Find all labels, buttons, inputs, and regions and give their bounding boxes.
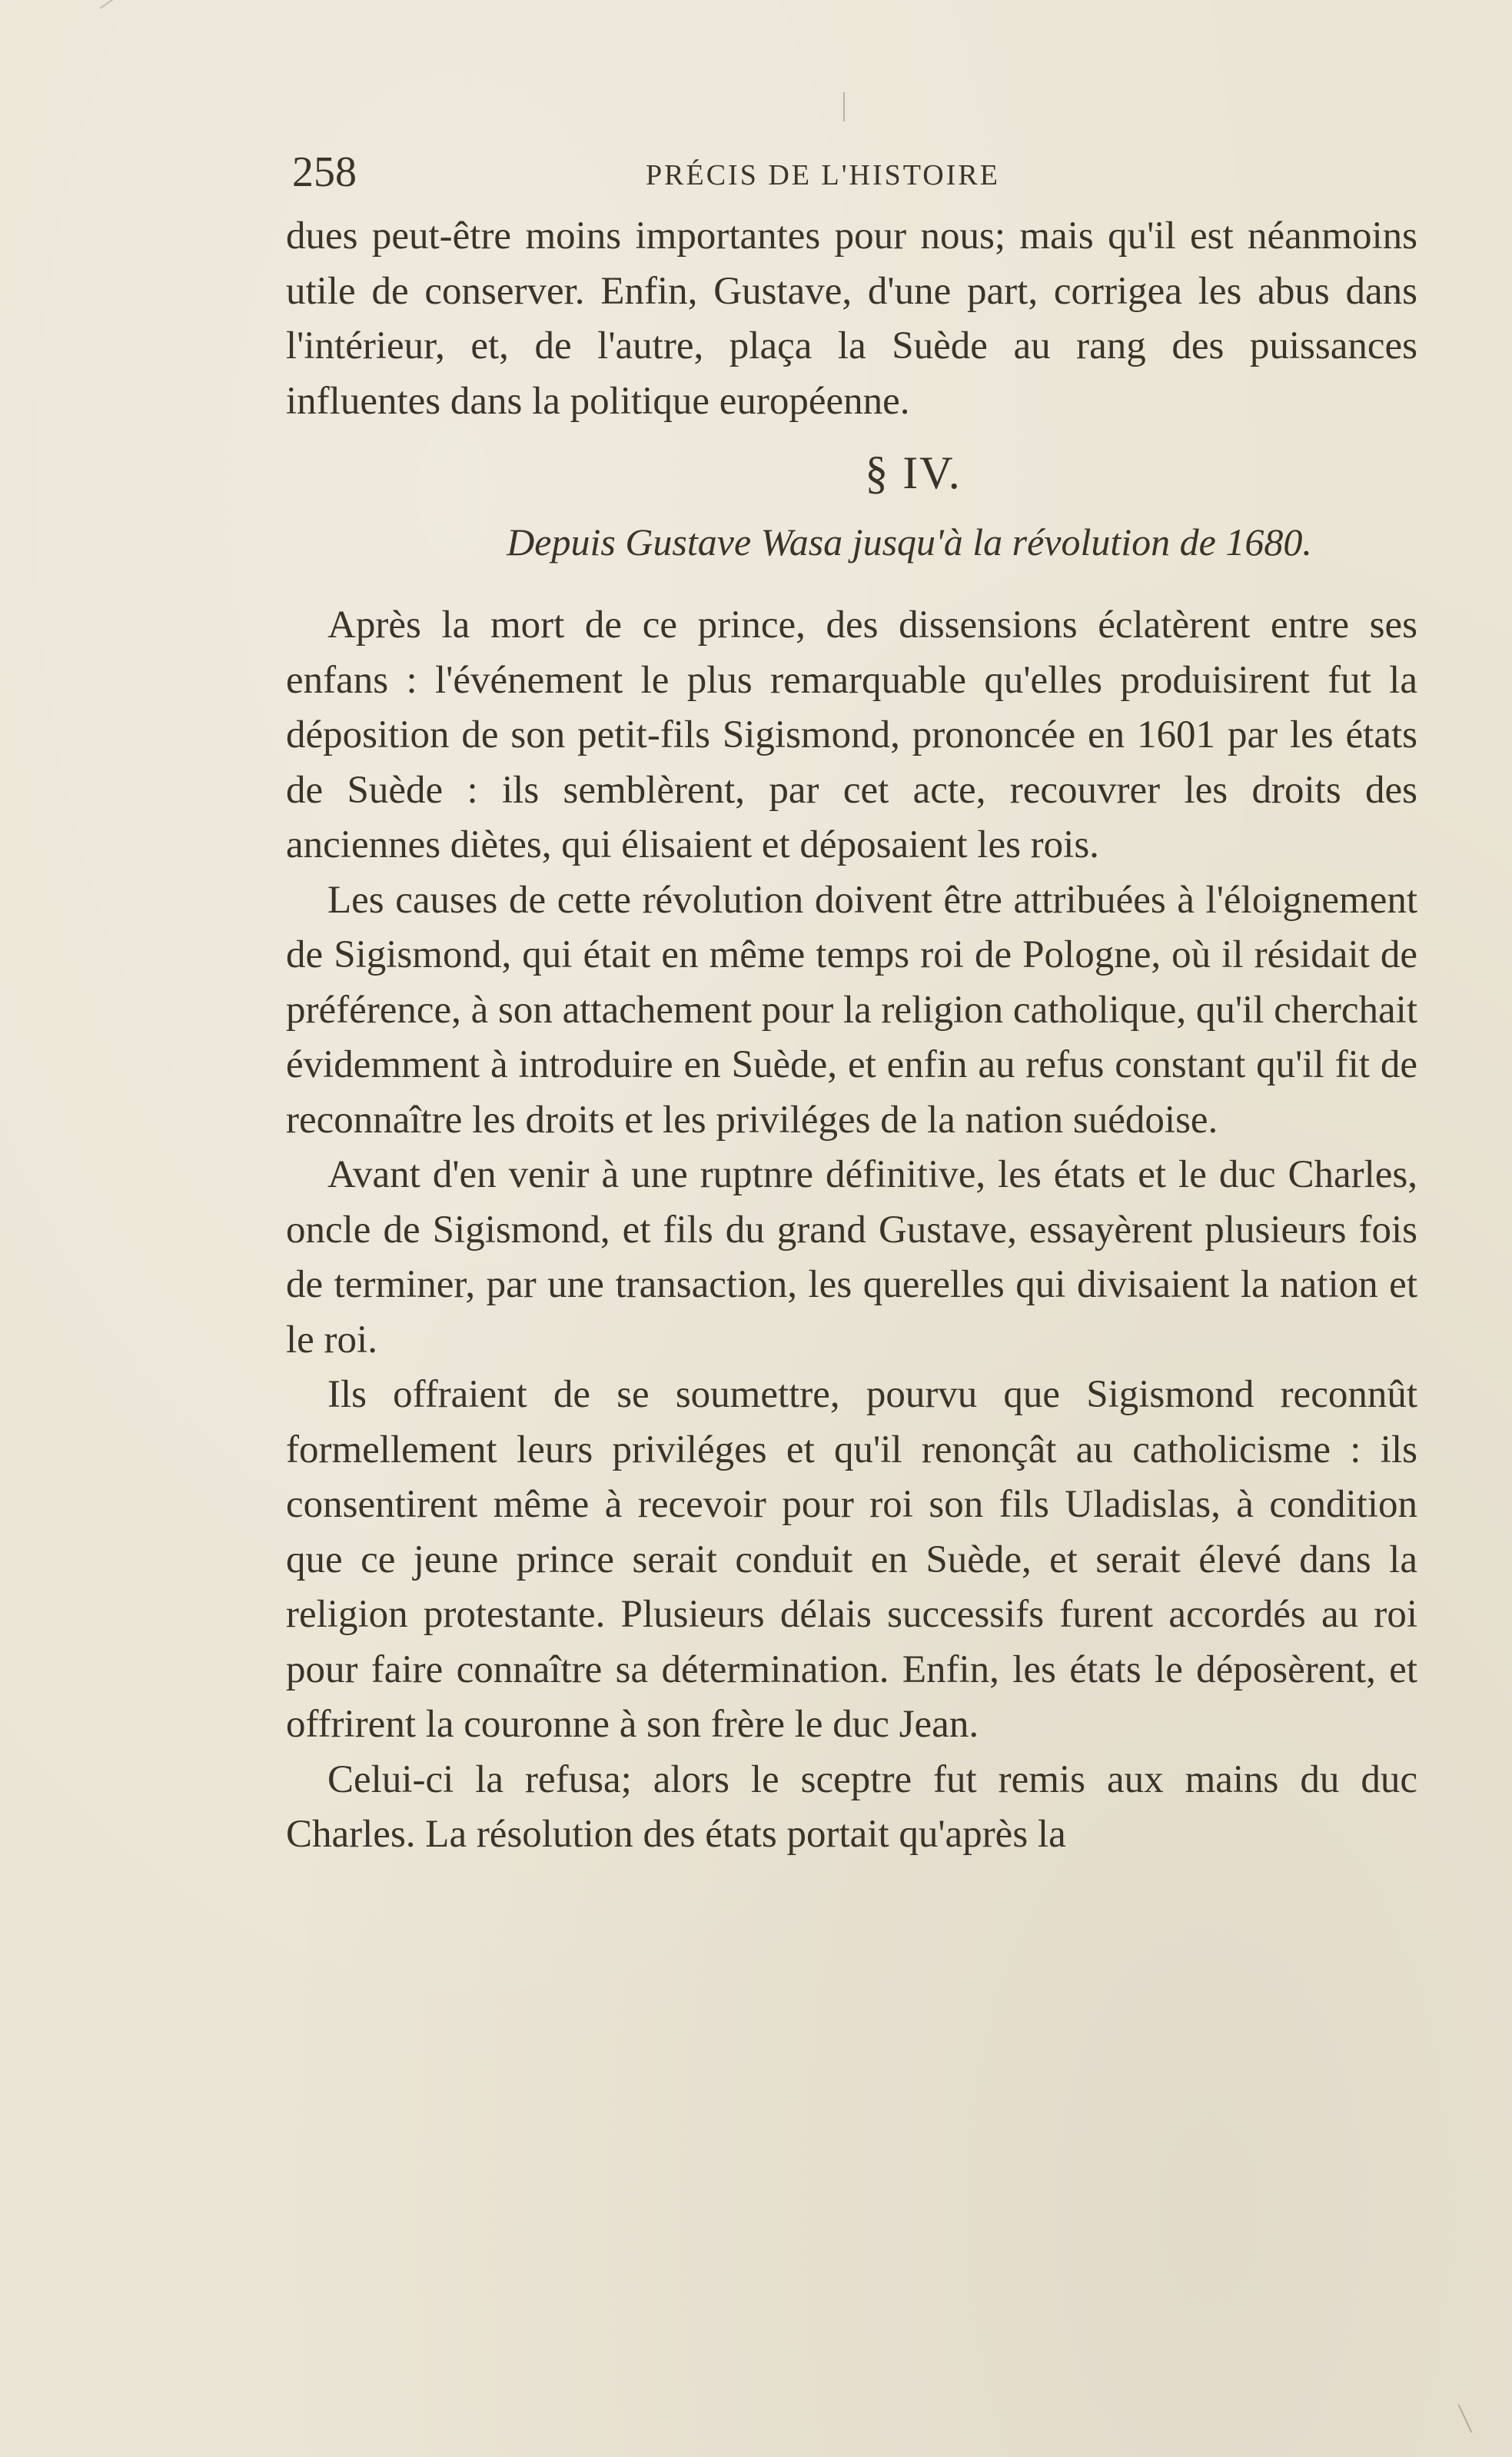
- paragraph: Après la mort de ce prince, des dissensions éclatèrent entre ses enfans : l'événement le plus remarquable qu'elles produisirent fut la déposition de son petit-fils Sigismond, prononcée en 1601 par les états de Suède : ils semblèrent, par cet acte, recouvrer les droits des anciennes diètes, qui élisaient et déposaient les rois.: [286, 603, 1417, 866]
- running-head: PRÉCIS DE L'HISTOIRE: [646, 159, 1000, 191]
- page-header: [292, 148, 1061, 201]
- paragraph: Celui-ci la refusa; alors le sceptre fut remis aux mains du duc Charles. La résolution des états portait qu'après la: [286, 1757, 1417, 1856]
- paragraph: Les causes de cette révolution doivent être attribuées à l'éloignement de Sigismond, qui était en même temps roi de Pologne, où il résidait de préférence, à son attachement pour la religion catholique, qu'il cherchait évidemment à introduire en Suède, et enfin au refus constant qu'il fit de reconnaître les droits et les priviléges de la nation suédoise.: [286, 878, 1417, 1142]
- paragraph: Ils offraient de se soumettre, pourvu que Sigismond reconnût formellement leurs priviléges et qu'il renonçât au catholicisme : ils consentirent même à recevoir pour roi son fils Uladislas, à condition que ce jeune prince serait conduit en Suède, et serait élevé dans la religion protestante. Plusieurs délais successifs furent accordés au roi pour faire connaître sa détermination. Enfin, les états le déposèrent, et offrirent la couronne à son frère le duc Jean.: [286, 1373, 1417, 1746]
- page-corner-mark-bottom: [1458, 2404, 1473, 2432]
- page-top-mark: [843, 92, 845, 121]
- section-heading: § IV.: [865, 447, 962, 498]
- page-corner-mark: [99, 0, 157, 9]
- paragraph-continuation: dues peut-être moins importantes pour nous; mais qu'il est néanmoins utile de conserver. Enfin, Gustave, d'une part, corrigea les abus dans l'intérieur, et, de l'autre, plaça la Suède au rang des puissances influentes dans la politique européenne.: [286, 214, 1417, 423]
- page-body: [286, 209, 1417, 1863]
- page-number: 258: [292, 148, 357, 196]
- paragraph: Avant d'en venir à une ruptnre définitive, les états et le duc Charles, oncle de Sigismond, et fils du grand Gustave, essayèrent plusieurs fois de terminer, par une transaction, les querelles qui divisaient la nation et le roi.: [286, 1153, 1417, 1361]
- section-subtitle: Depuis Gustave Wasa jusqu'à la révolution de 1680.: [507, 520, 1312, 564]
